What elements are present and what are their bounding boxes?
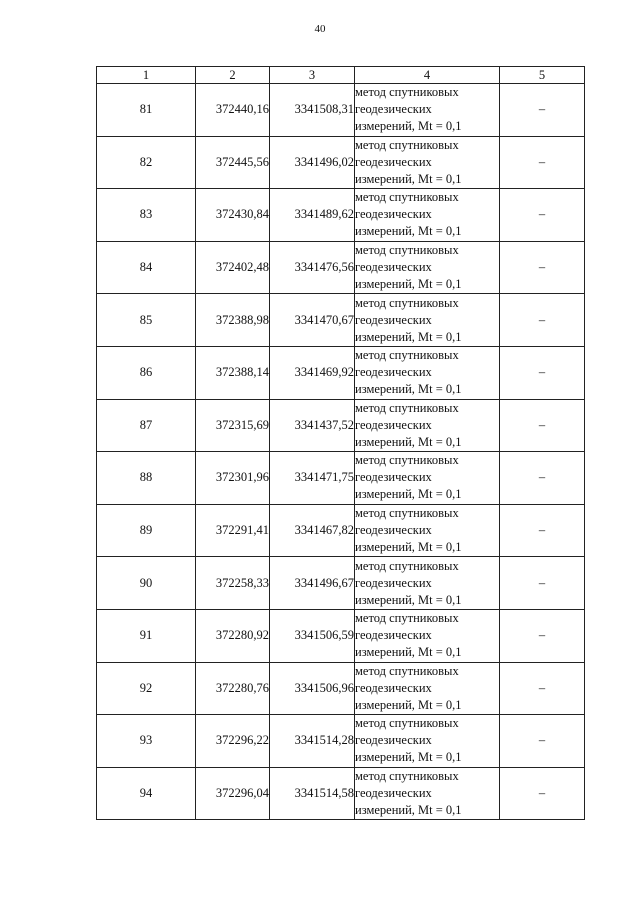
method-line: метод спутниковых xyxy=(355,400,459,415)
x-coordinate-cell: 372402,48 xyxy=(196,241,270,294)
x-coordinate-cell: 372296,22 xyxy=(196,715,270,768)
x-coordinate-cell: 372258,33 xyxy=(196,557,270,610)
note-cell: – xyxy=(500,189,585,242)
y-coordinate-cell: 3341437,52 xyxy=(270,399,355,452)
method-cell xyxy=(355,241,500,294)
y-coordinate-cell: 3341496,67 xyxy=(270,557,355,610)
method-line: метод спутниковых xyxy=(355,611,459,626)
x-coordinate-cell: 372388,14 xyxy=(196,346,270,399)
method-line: метод спутниковых xyxy=(355,453,459,468)
method-line: измерений, Mt = 0,1 xyxy=(355,540,462,555)
method-cell xyxy=(355,136,500,189)
point-number-cell: 87 xyxy=(97,399,196,452)
note-cell: – xyxy=(500,715,585,768)
table-header xyxy=(97,67,585,84)
y-coordinate-cell: 3341506,59 xyxy=(270,609,355,662)
header-cell-3: 3 xyxy=(270,67,355,84)
method-line: метод спутниковых xyxy=(355,506,459,521)
method-line: геодезических xyxy=(355,260,432,275)
method-cell xyxy=(355,504,500,557)
table-row xyxy=(97,609,585,662)
table-row xyxy=(97,84,585,137)
table-row xyxy=(97,294,585,347)
method-line: геодезических xyxy=(355,786,432,801)
table-row xyxy=(97,557,585,610)
point-number-cell: 89 xyxy=(97,504,196,557)
y-coordinate-cell: 3341514,58 xyxy=(270,767,355,820)
method-line: метод спутниковых xyxy=(355,716,459,731)
method-line: геодезических xyxy=(355,733,432,748)
method-line: метод спутниковых xyxy=(355,348,459,363)
method-line: геодезических xyxy=(355,575,432,590)
note-cell: – xyxy=(500,504,585,557)
x-coordinate-cell: 372445,56 xyxy=(196,136,270,189)
method-line: измерений, Mt = 0,1 xyxy=(355,697,462,712)
x-coordinate-cell: 372291,41 xyxy=(196,504,270,557)
note-cell: – xyxy=(500,767,585,820)
table-row xyxy=(97,241,585,294)
y-coordinate-cell: 3341489,62 xyxy=(270,189,355,242)
note-cell: – xyxy=(500,241,585,294)
point-number-cell: 82 xyxy=(97,136,196,189)
method-line: метод спутниковых xyxy=(355,243,459,258)
method-cell xyxy=(355,346,500,399)
y-coordinate-cell: 3341508,31 xyxy=(270,84,355,137)
note-cell: – xyxy=(500,136,585,189)
point-number-cell: 86 xyxy=(97,346,196,399)
method-line: метод спутниковых xyxy=(355,85,459,100)
page-number: 40 xyxy=(314,23,326,35)
method-cell xyxy=(355,609,500,662)
x-coordinate-cell: 372296,04 xyxy=(196,767,270,820)
note-cell: – xyxy=(500,662,585,715)
method-line: измерений, Mt = 0,1 xyxy=(355,171,462,186)
method-line: геодезических xyxy=(355,628,432,643)
x-coordinate-cell: 372388,98 xyxy=(196,294,270,347)
method-line: метод спутниковых xyxy=(355,295,459,310)
table-row xyxy=(97,662,585,715)
y-coordinate-cell: 3341470,67 xyxy=(270,294,355,347)
note-cell: – xyxy=(500,84,585,137)
method-line: измерений, Mt = 0,1 xyxy=(355,750,462,765)
method-line: метод спутниковых xyxy=(355,137,459,152)
header-cell-1: 1 xyxy=(97,67,196,84)
method-line: измерений, Mt = 0,1 xyxy=(355,645,462,660)
x-coordinate-cell: 372301,96 xyxy=(196,452,270,505)
y-coordinate-cell: 3341469,92 xyxy=(270,346,355,399)
method-line: метод спутниковых xyxy=(355,190,459,205)
method-line: измерений, Mt = 0,1 xyxy=(355,487,462,502)
method-line: измерений, Mt = 0,1 xyxy=(355,119,462,134)
method-line: измерений, Mt = 0,1 xyxy=(355,382,462,397)
table-row xyxy=(97,189,585,242)
coordinates-table xyxy=(96,66,585,820)
table-row xyxy=(97,452,585,505)
point-number-cell: 92 xyxy=(97,662,196,715)
method-cell xyxy=(355,399,500,452)
x-coordinate-cell: 372280,92 xyxy=(196,609,270,662)
point-number-cell: 94 xyxy=(97,767,196,820)
method-line: измерений, Mt = 0,1 xyxy=(355,277,462,292)
header-cell-2: 2 xyxy=(196,67,270,84)
point-number-cell: 88 xyxy=(97,452,196,505)
method-cell xyxy=(355,84,500,137)
x-coordinate-cell: 372440,16 xyxy=(196,84,270,137)
point-number-cell: 85 xyxy=(97,294,196,347)
note-cell: – xyxy=(500,609,585,662)
x-coordinate-cell: 372430,84 xyxy=(196,189,270,242)
table-row xyxy=(97,346,585,399)
note-cell: – xyxy=(500,346,585,399)
method-line: геодезических xyxy=(355,154,432,169)
method-line: измерений, Mt = 0,1 xyxy=(355,803,462,818)
method-line: геодезических xyxy=(355,523,432,538)
method-cell xyxy=(355,662,500,715)
x-coordinate-cell: 372280,76 xyxy=(196,662,270,715)
method-line: геодезических xyxy=(355,417,432,432)
y-coordinate-cell: 3341506,96 xyxy=(270,662,355,715)
y-coordinate-cell: 3341476,56 xyxy=(270,241,355,294)
y-coordinate-cell: 3341514,28 xyxy=(270,715,355,768)
y-coordinate-cell: 3341467,82 xyxy=(270,504,355,557)
table-row xyxy=(97,136,585,189)
method-cell xyxy=(355,294,500,347)
table-body xyxy=(97,84,585,820)
point-number-cell: 91 xyxy=(97,609,196,662)
method-cell xyxy=(355,715,500,768)
point-number-cell: 83 xyxy=(97,189,196,242)
method-line: геодезических xyxy=(355,312,432,327)
point-number-cell: 90 xyxy=(97,557,196,610)
table-row xyxy=(97,767,585,820)
method-cell xyxy=(355,557,500,610)
point-number-cell: 81 xyxy=(97,84,196,137)
table-row xyxy=(97,715,585,768)
note-cell: – xyxy=(500,452,585,505)
method-line: геодезических xyxy=(355,680,432,695)
method-line: геодезических xyxy=(355,102,432,117)
y-coordinate-cell: 3341496,02 xyxy=(270,136,355,189)
method-line: метод спутниковых xyxy=(355,769,459,784)
note-cell: – xyxy=(500,294,585,347)
point-number-cell: 84 xyxy=(97,241,196,294)
table-row xyxy=(97,399,585,452)
header-cell-4: 4 xyxy=(355,67,500,84)
x-coordinate-cell: 372315,69 xyxy=(196,399,270,452)
method-line: измерений, Mt = 0,1 xyxy=(355,329,462,344)
method-line: метод спутниковых xyxy=(355,663,459,678)
method-cell xyxy=(355,452,500,505)
method-line: измерений, Mt = 0,1 xyxy=(355,592,462,607)
method-line: измерений, Mt = 0,1 xyxy=(355,224,462,239)
point-number-cell: 93 xyxy=(97,715,196,768)
method-line: метод спутниковых xyxy=(355,558,459,573)
header-cell-5: 5 xyxy=(500,67,585,84)
method-line: геодезических xyxy=(355,365,432,380)
method-cell xyxy=(355,767,500,820)
method-line: геодезических xyxy=(355,207,432,222)
note-cell: – xyxy=(500,557,585,610)
y-coordinate-cell: 3341471,75 xyxy=(270,452,355,505)
table-row xyxy=(97,504,585,557)
method-cell xyxy=(355,189,500,242)
method-line: геодезических xyxy=(355,470,432,485)
note-cell: – xyxy=(500,399,585,452)
method-line: измерений, Mt = 0,1 xyxy=(355,434,462,449)
header-row xyxy=(97,67,585,84)
